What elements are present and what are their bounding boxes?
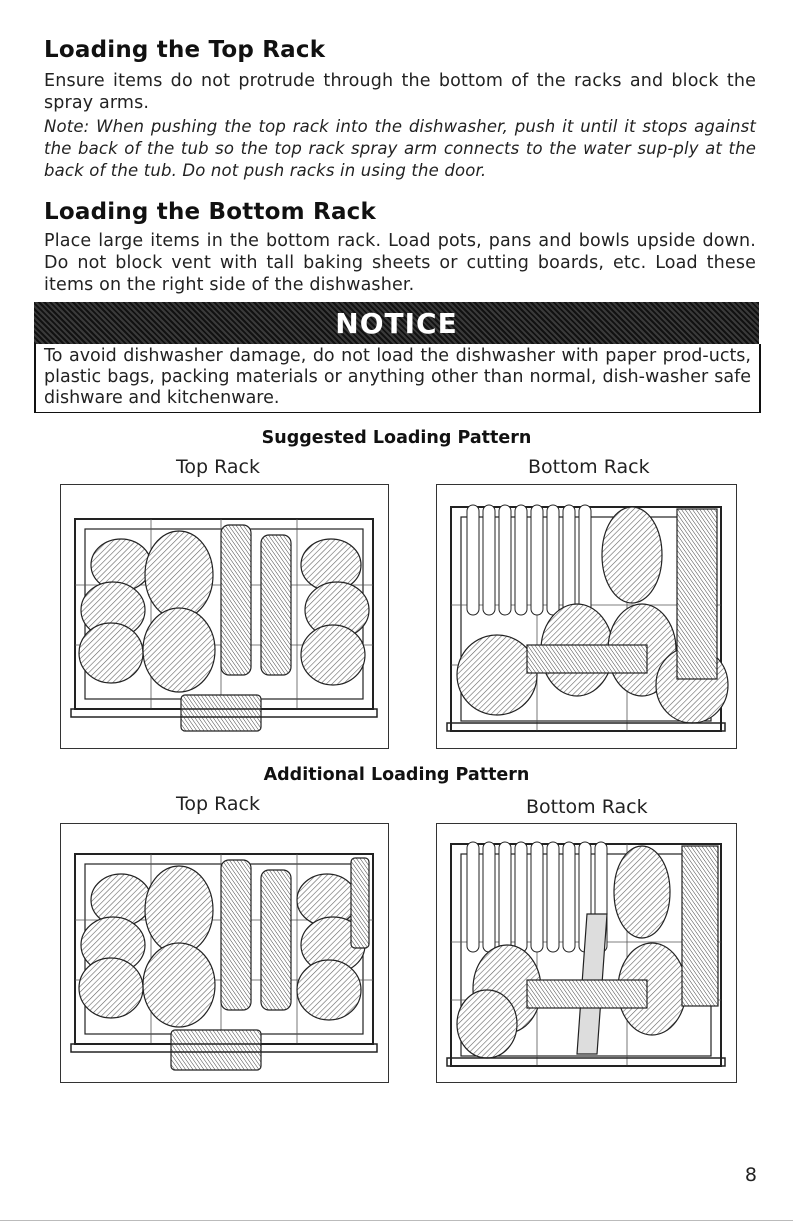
suggested-top-rack-label: Top Rack xyxy=(176,456,260,478)
suggested-bottom-rack-label: Bottom Rack xyxy=(528,456,650,478)
notice-banner xyxy=(34,302,759,344)
page-number: 8 xyxy=(744,1164,757,1186)
heading-bottom-rack: Loading the Bottom Rack xyxy=(44,199,377,225)
additional-bottom-rack-illustration xyxy=(436,823,737,1083)
heading-top-rack: Loading the Top Rack xyxy=(44,37,326,63)
notice-title: NOTICE xyxy=(335,306,458,340)
notice-text: To avoid dishwasher damage, do not load the dishwasher with paper prod-ucts, plastic bags, packing materials or anything other than normal, dish-washer safe dishware and kitchenware. xyxy=(34,344,761,413)
suggested-bottom-rack-illustration xyxy=(436,484,737,749)
top-rack-instructions: Ensure items do not protrude through the bottom of the racks and block the spray arms. xyxy=(44,71,756,113)
additional-top-rack-label: Top Rack xyxy=(176,793,260,815)
additional-top-rack-illustration xyxy=(60,823,389,1083)
additional-pattern-caption: Additional Loading Pattern xyxy=(263,765,530,785)
top-rack-note: Note: When pushing the top rack into the dishwasher, push it until it stops against the back of the tub so the top rack spray arm connects to the water sup-ply at the back of the tub. Do not push racks in using the door. xyxy=(44,117,756,180)
additional-bottom-rack-label: Bottom Rack xyxy=(526,796,648,818)
suggested-top-rack-illustration xyxy=(60,484,389,749)
suggested-pattern-caption: Suggested Loading Pattern xyxy=(261,428,532,448)
page-bottom-rule xyxy=(0,1220,793,1221)
bottom-rack-instructions: Place large items in the bottom rack. Load pots, pans and bowls upside down. Do not block vent with tall baking sheets or cutting boards, etc. Load these items on the right side of the dishwasher. xyxy=(44,231,756,295)
